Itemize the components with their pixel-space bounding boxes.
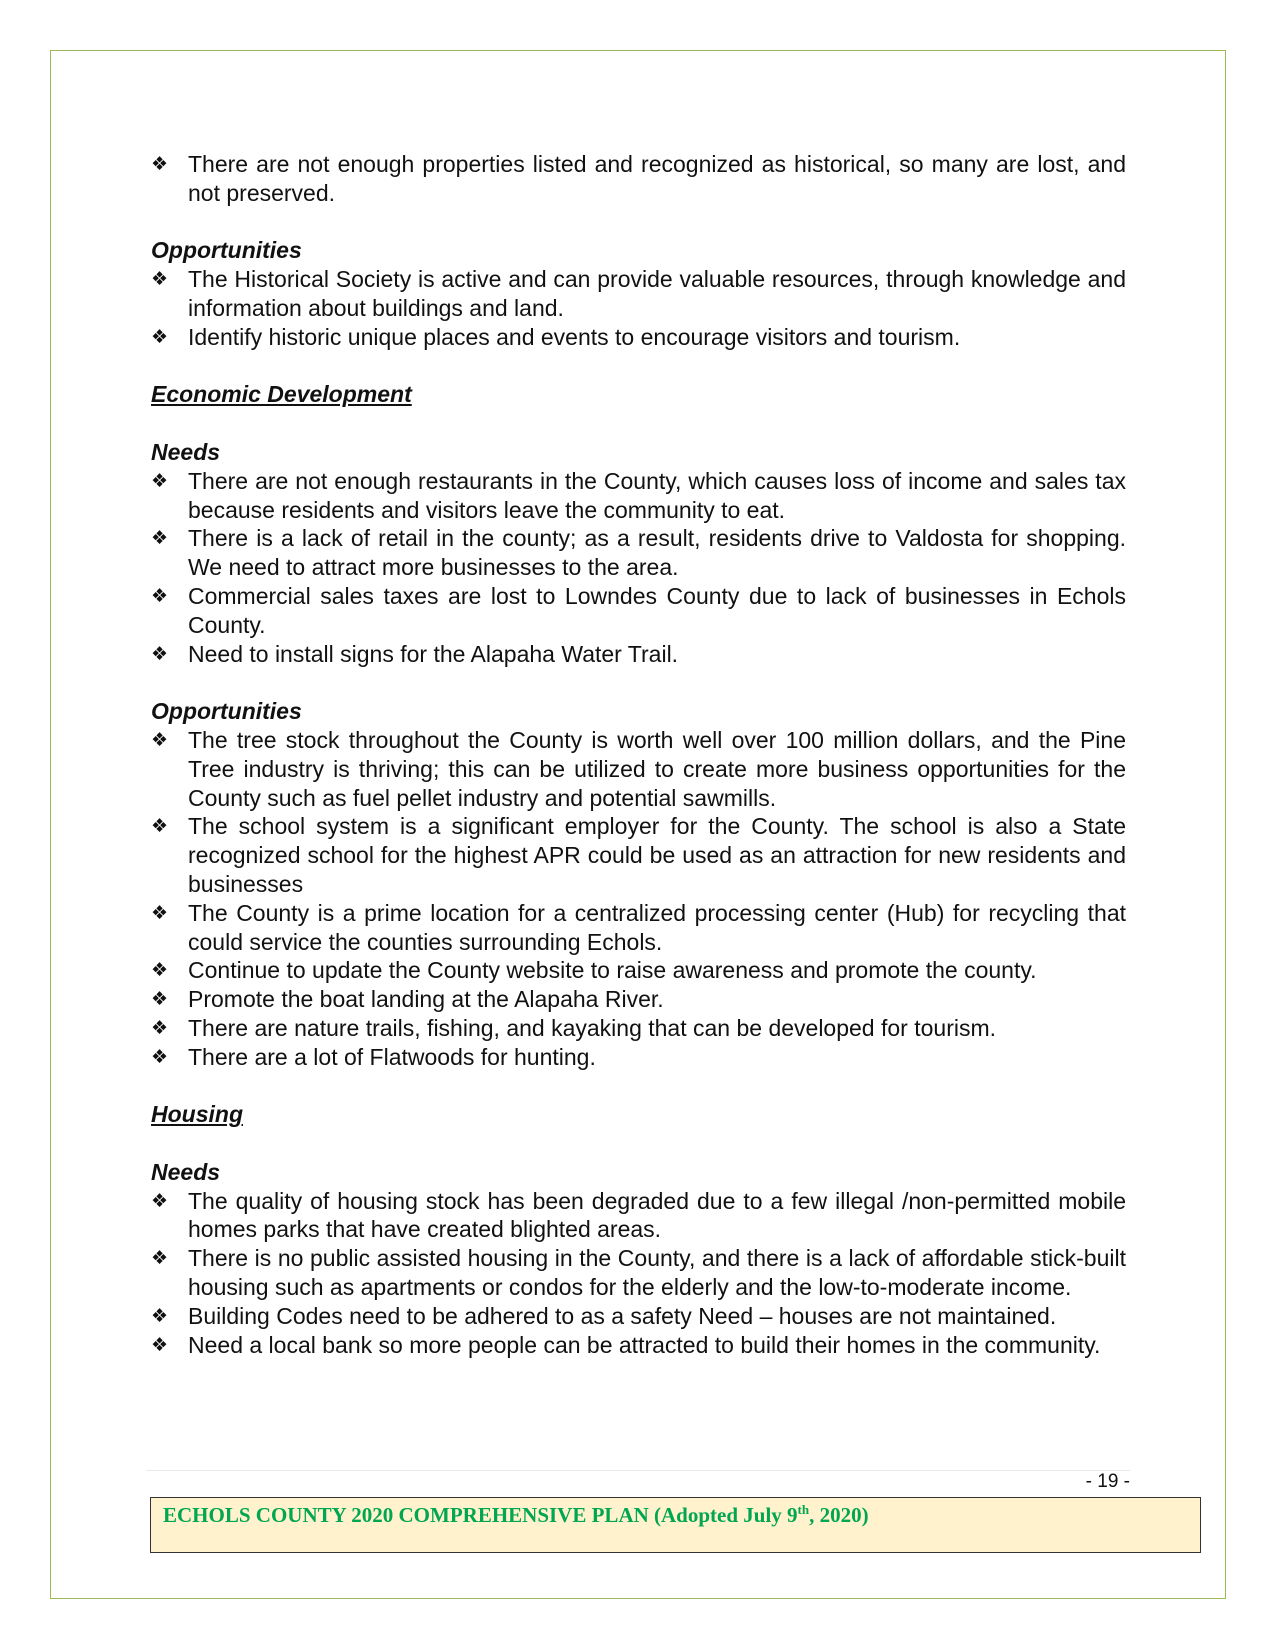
- list-item: ❖ Commercial sales taxes are lost to Lowndes County due to lack of businesses in Echols County.: [151, 582, 1126, 638]
- list-item: ❖ There is a lack of retail in the county; as a result, residents drive to Valdosta for shopping. We need to attract more businesses to the area.: [151, 525, 1126, 581]
- diamond-bullet-icon: ❖: [151, 1189, 169, 1212]
- historic-opportunities-list: [151, 265, 1126, 351]
- diamond-bullet-icon: ❖: [151, 988, 169, 1011]
- list-item: ❖ The County is a prime location for a centralized processing center (Hub) for recycling that could service the counties surrounding Echols.: [151, 899, 1126, 955]
- economic-opportunities-list: [151, 726, 1126, 1072]
- diamond-bullet-icon: ❖: [151, 815, 169, 838]
- housing-title: Housing: [151, 1101, 243, 1128]
- list-item: ❖ The quality of housing stock has been degraded due to a few illegal /non-permitted mobile homes parks that have created blighted areas.: [151, 1187, 1126, 1243]
- diamond-bullet-icon: ❖: [151, 268, 169, 291]
- diamond-bullet-icon: ❖: [151, 901, 169, 924]
- diamond-bullet-icon: ❖: [151, 728, 169, 751]
- document-body: [151, 150, 1126, 1359]
- diamond-bullet-icon: ❖: [151, 325, 169, 348]
- diamond-bullet-icon: ❖: [151, 527, 169, 550]
- diamond-bullet-icon: ❖: [151, 1333, 169, 1356]
- diamond-bullet-icon: ❖: [151, 1247, 169, 1270]
- list-item: ❖ The Historical Society is active and can provide valuable resources, through knowledge and information about buildings and land.: [151, 266, 1126, 321]
- diamond-bullet-icon: ❖: [151, 959, 169, 982]
- footer-title-superscript: th: [797, 1502, 810, 1517]
- list-item: ❖ Need to install signs for the Alapaha Water Trail.: [151, 640, 679, 667]
- diamond-bullet-icon: ❖: [151, 1304, 169, 1327]
- footer-title-suffix: , 2020): [809, 1503, 869, 1527]
- list-item: ❖ There is no public assisted housing in the County, and there is a lack of affordable stick-built housing such as apartments or condos for the elderly and the low-to-moderate income.: [151, 1245, 1126, 1301]
- diamond-bullet-icon: ❖: [151, 153, 169, 175]
- footer-title-text: ECHOLS COUNTY 2020 COMPREHENSIVE PLAN (Adopted July 9: [163, 1503, 798, 1527]
- list-item: ❖ Need a local bank so more people can be attracted to build their homes in the community.: [151, 1331, 1101, 1358]
- list-item: ❖ The tree stock throughout the County is worth well over 100 million dollars, and the Pine Tree industry is thriving; this can be utilized to create more business opportunities for the County such as fuel pellet industry and potential sawmills.: [151, 726, 1126, 811]
- diamond-bullet-icon: ❖: [151, 642, 169, 665]
- page-number: - 19 -: [1085, 1471, 1130, 1492]
- historic-opportunities-heading: Opportunities: [151, 237, 302, 264]
- list-item: ❖ Building Codes need to be adhered to as a safety Need – houses are not maintained.: [151, 1302, 1057, 1329]
- list-item: ❖ Identify historic unique places and events to encourage visitors and tourism.: [151, 323, 961, 350]
- footer-divider: [146, 1470, 1130, 1471]
- diamond-bullet-icon: ❖: [151, 584, 169, 607]
- list-item: ❖ Continue to update the County website to raise awareness and promote the county.: [151, 957, 1037, 984]
- list-item: ❖ There are not enough properties listed and recognized as historical, so many are lost, and not preserved.: [151, 151, 1126, 206]
- list-item: ❖ The school system is a significant employer for the County. The school is also a State recognized school for the highest APR could be used as an attraction for new residents and businesses: [151, 813, 1126, 897]
- footer-plan-title: [150, 1497, 1201, 1553]
- housing-needs-heading: Needs: [151, 1158, 221, 1185]
- historic-needs-list: [151, 150, 1126, 208]
- diamond-bullet-icon: ❖: [151, 469, 169, 492]
- diamond-bullet-icon: ❖: [151, 1016, 169, 1039]
- economic-opportunities-heading: Opportunities: [151, 698, 302, 725]
- economic-development-title: Economic Development: [151, 381, 412, 408]
- diamond-bullet-icon: ❖: [151, 1045, 169, 1068]
- list-item: ❖ There are nature trails, fishing, and kayaking that can be developed for tourism.: [151, 1014, 997, 1041]
- list-item: ❖ There are a lot of Flatwoods for hunting.: [151, 1043, 596, 1070]
- economic-needs-heading: Needs: [151, 438, 221, 465]
- housing-needs-list: [151, 1187, 1126, 1360]
- list-item: ❖ There are not enough restaurants in the County, which causes loss of income and sales tax because residents and visitors leave the community to eat.: [151, 467, 1126, 523]
- economic-needs-list: [151, 467, 1126, 669]
- list-item: ❖ Promote the boat landing at the Alapaha River.: [151, 986, 664, 1013]
